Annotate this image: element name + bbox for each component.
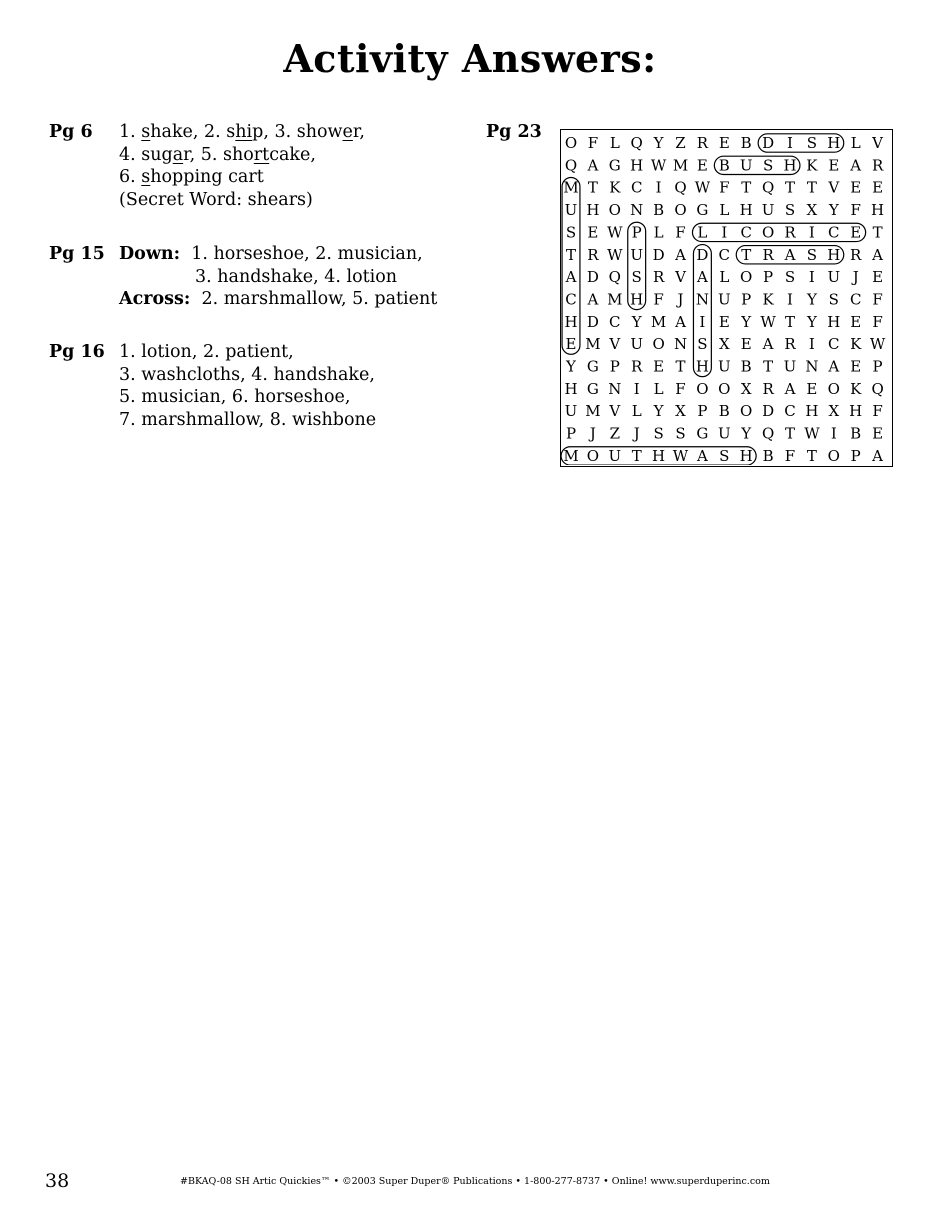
grid-letter: O (740, 402, 753, 421)
grid-letter: B (718, 402, 730, 421)
grid-letter: T (565, 245, 577, 264)
grid-letter: H (739, 201, 753, 220)
grid-letter: I (787, 290, 793, 309)
grid-letter: O (608, 201, 621, 220)
grid-letter: E (806, 379, 818, 398)
grid-letter: W (672, 446, 689, 465)
grid-letter: U (608, 446, 622, 465)
pg23-label: Pg 23 (486, 122, 542, 142)
grid-letter: J (677, 290, 684, 309)
grid-letter: D (696, 245, 709, 264)
grid-letter: R (631, 357, 643, 376)
grid-letter: F (587, 134, 599, 152)
grid-letter: F (850, 201, 861, 220)
grid-letter: A (784, 245, 796, 264)
grid-letter: X (740, 379, 752, 398)
grid-letter: P (565, 424, 577, 443)
grid-letter: E (872, 424, 884, 443)
grid-letter: Y (566, 357, 576, 376)
grid-letter: T (784, 178, 796, 197)
grid-letter: R (850, 245, 862, 264)
grid-letter: K (609, 178, 621, 197)
grid-letter: B (718, 156, 730, 175)
grid-letter: Y (631, 312, 642, 331)
grid-letter: N (630, 201, 644, 220)
grid-letter: M (650, 312, 667, 331)
grid-letter: T (763, 357, 774, 376)
grid-letter: A (587, 290, 599, 309)
pg15-across-label: Across: (119, 289, 191, 309)
grid-letter: M (607, 290, 623, 309)
grid-letter: F (675, 379, 686, 398)
grid-letter: T (675, 357, 686, 376)
grid-letter: Y (828, 201, 839, 220)
grid-letter: V (828, 178, 840, 197)
grid-letter: X (718, 335, 730, 354)
grid-letter: Z (675, 134, 686, 152)
grid-letter: N (695, 290, 709, 309)
grid-letter: H (652, 446, 666, 465)
grid-letter: G (608, 156, 621, 175)
grid-letter: M (585, 402, 601, 421)
grid-letter: C (849, 290, 862, 309)
grid-letter: H (827, 134, 841, 152)
grid-letter: I (830, 424, 837, 443)
pg6-line2: 4. sugar, 5. shortcake, (119, 144, 316, 165)
grid-letter: T (741, 178, 752, 197)
grid-letter: C (828, 223, 840, 242)
grid-letter: P (631, 223, 642, 242)
grid-letter: F (872, 290, 883, 309)
grid-letter: M (585, 335, 601, 354)
grid-letter: Q (608, 268, 621, 287)
grid-letter: Y (653, 134, 664, 152)
grid-letter: U (717, 290, 731, 309)
grid-letter: Y (806, 290, 817, 309)
grid-letter: T (587, 178, 598, 197)
grid-letter: W (650, 156, 667, 175)
grid-letter: M (563, 178, 579, 197)
grid-letter: L (850, 134, 861, 152)
grid-letter: M (563, 446, 579, 465)
pg16-label: Pg 16 (49, 342, 105, 362)
grid-letter: E (740, 335, 752, 354)
word-search-grid (560, 129, 893, 467)
word-search-svg (561, 130, 891, 465)
grid-letter: A (675, 312, 686, 331)
grid-letter: O (564, 134, 578, 152)
grid-letter: H (783, 156, 797, 175)
pg15-answers (119, 243, 437, 311)
grid-letter: D (586, 268, 599, 287)
grid-letter: S (675, 424, 686, 443)
grid-letter: V (609, 335, 621, 354)
grid-letter: B (762, 446, 774, 465)
grid-letter: H (871, 201, 885, 220)
grid-letter: Z (609, 424, 621, 443)
grid-letter: U (564, 402, 578, 421)
grid-letter: E (718, 134, 730, 152)
footer-credits: #BKAQ-08 SH Artic Quickies™ • ©2003 Super Duper® Publications • 1-800-277-8737 • Online! www.superduperinc.com (180, 1176, 770, 1187)
grid-letter: O (827, 379, 840, 398)
grid-letter: O (827, 446, 840, 465)
grid-letter: G (586, 379, 599, 398)
grid-letter: I (787, 134, 793, 152)
grid-letter: F (675, 223, 686, 242)
grid-letter: F (872, 402, 883, 421)
grid-letter: T (806, 178, 817, 197)
pg6-answers (119, 121, 365, 211)
grid-letter: E (696, 156, 708, 175)
grid-letter: B (740, 134, 752, 152)
grid-letter: K (850, 379, 862, 398)
grid-letter: F (719, 178, 730, 197)
pg16-line: 5. musician, 6. horseshoe, (119, 387, 351, 407)
grid-letter: O (674, 201, 687, 220)
grid-letter: I (808, 268, 815, 287)
grid-letter: E (872, 268, 884, 287)
grid-letter: L (697, 223, 708, 242)
pg6-line1: 1. shake, 2. ship, 3. shower, (119, 122, 365, 142)
grid-letter: C (565, 290, 577, 309)
grid-letter: P (697, 402, 708, 421)
grid-letter: A (565, 268, 577, 287)
grid-letter: S (631, 268, 642, 287)
grid-letter: U (564, 201, 578, 220)
grid-letter: N (673, 335, 688, 354)
grid-letter: J (589, 424, 596, 443)
grid-letter: O (740, 268, 753, 287)
grid-letter: V (675, 268, 686, 287)
grid-letter: R (784, 223, 796, 242)
grid-letter: Q (630, 134, 643, 152)
grid-letter: O (652, 335, 665, 354)
pg6-label: Pg 6 (49, 122, 93, 142)
grid-letter: C (740, 223, 752, 242)
grid-letter: T (631, 446, 642, 465)
grid-letter: X (806, 201, 818, 220)
grid-letter: C (630, 178, 643, 197)
grid-letter: G (696, 424, 709, 443)
grid-letter: H (630, 156, 644, 175)
grid-letter: L (631, 402, 642, 421)
grid-letter: E (850, 357, 862, 376)
answer-circle-licorice (692, 223, 865, 241)
grid-letter: V (609, 402, 621, 421)
grid-letter: N (805, 357, 819, 376)
pg16-line: 1. lotion, 2. patient, (119, 342, 294, 362)
grid-letter: E (718, 312, 730, 331)
grid-letter: H (695, 357, 709, 376)
grid-letter: T (872, 223, 883, 242)
grid-letter: U (761, 201, 775, 220)
grid-letter: X (828, 402, 840, 421)
grid-letter: Q (564, 156, 578, 175)
grid-letter: E (872, 178, 884, 197)
grid-letter: D (762, 402, 775, 421)
grid-letter: Y (741, 312, 752, 331)
grid-letter: U (630, 335, 644, 354)
grid-letter: F (653, 290, 664, 309)
grid-letter: A (762, 335, 774, 354)
grid-letter: G (696, 201, 709, 220)
grid-letter: W (869, 335, 886, 354)
grid-letter: Q (871, 379, 884, 398)
grid-letter: S (762, 156, 774, 175)
grid-letter: P (850, 446, 861, 465)
grid-letter: H (849, 402, 863, 421)
grid-letter: U (717, 357, 731, 376)
grid-letter: S (806, 134, 818, 152)
page-number: 38 (45, 1170, 70, 1192)
grid-letter: I (655, 178, 662, 197)
pg6-line3: 6. shopping cart (119, 167, 264, 187)
grid-letter: S (653, 424, 664, 443)
grid-letter: H (630, 290, 644, 309)
grid-letter: C (828, 335, 840, 354)
pg15-across-line: Across: 2. marshmallow, 5. patient (119, 289, 438, 309)
grid-letter: R (696, 134, 709, 152)
grid-letter: L (719, 201, 730, 220)
grid-letter: H (739, 446, 753, 465)
grid-letter: Y (653, 402, 664, 421)
pg6-line4: (Secret Word: shears) (119, 189, 313, 210)
grid-letter: U (630, 245, 644, 264)
grid-letter: A (784, 379, 796, 398)
pg15-down-line1: Down: 1. horseshoe, 2. musician, (119, 244, 423, 264)
grid-letter: T (741, 245, 752, 264)
grid-letter: P (741, 290, 752, 309)
grid-letter: W (607, 245, 623, 264)
grid-letter: V (872, 134, 884, 152)
grid-letter: I (808, 335, 815, 354)
grid-letter: I (808, 223, 815, 242)
grid-letter: Y (806, 312, 817, 331)
grid-letter: T (806, 446, 817, 465)
grid-letter: I (721, 223, 728, 242)
grid-letter: B (740, 357, 752, 376)
grid-letter: R (871, 156, 884, 175)
grid-letter: L (609, 134, 620, 152)
pg15-down-label: Down: (119, 244, 181, 264)
grid-letter: D (586, 312, 599, 331)
grid-letter: Q (674, 178, 687, 197)
page-title: Activity Answers: (283, 36, 657, 81)
grid-letter: K (850, 335, 862, 354)
pg16-line: 3. washcloths, 4. handshake, (119, 364, 375, 385)
grid-letter: K (762, 290, 774, 309)
grid-letter: A (850, 156, 862, 175)
grid-letter: W (694, 178, 711, 197)
grid-letter: P (872, 357, 883, 376)
grid-letter: B (653, 201, 665, 220)
grid-letter: K (806, 156, 818, 175)
grid-letter: D (762, 134, 775, 152)
grid-letter: A (675, 245, 686, 264)
grid-letter: U (739, 156, 753, 175)
grid-letter: G (586, 357, 599, 376)
grid-letter: E (565, 335, 577, 354)
grid-letter: F (872, 312, 883, 331)
grid-letter: S (784, 268, 796, 287)
grid-letter: S (719, 446, 730, 465)
grid-letter: W (760, 312, 776, 331)
grid-letter: O (586, 446, 600, 465)
grid-letter: O (696, 379, 709, 398)
grid-letter: H (564, 312, 578, 331)
grid-letter: T (784, 312, 796, 331)
grid-letter: H (805, 402, 819, 421)
grid-letter: S (806, 245, 818, 264)
grid-letter: R (762, 379, 774, 398)
grid-letter: E (850, 312, 862, 331)
grid-letter: Y (741, 424, 752, 443)
grid-letter: A (828, 357, 840, 376)
grid-letter: L (653, 379, 664, 398)
grid-letter: U (783, 357, 797, 376)
grid-letter: U (717, 424, 731, 443)
grid-letter: R (652, 268, 665, 287)
pg15-down-line2: 3. handshake, 4. lotion (195, 266, 398, 287)
grid-letter: I (699, 312, 706, 331)
grid-letter: J (852, 268, 859, 287)
grid-letter: L (653, 223, 664, 242)
pg16-line: 7. marshmallow, 8. wishbone (119, 409, 377, 430)
grid-letter: U (827, 268, 841, 287)
grid-letter: S (697, 335, 708, 354)
grid-letter: W (607, 223, 623, 242)
grid-letter: R (587, 245, 599, 264)
grid-letter: A (587, 156, 599, 175)
grid-letter: F (784, 446, 796, 465)
grid-letter: R (762, 245, 774, 264)
grid-letter: A (696, 446, 708, 465)
grid-letter: A (872, 245, 884, 264)
grid-letter: P (609, 357, 620, 376)
grid-letter: S (565, 223, 577, 242)
grid-letter: I (633, 379, 640, 398)
grid-letter: E (653, 357, 665, 376)
grid-letter: B (850, 424, 862, 443)
grid-letter: E (850, 178, 862, 197)
grid-letter: L (719, 268, 730, 287)
grid-letter: W (804, 424, 820, 443)
grid-letter: A (872, 446, 884, 465)
grid-letter: O (718, 379, 731, 398)
grid-letter: S (828, 290, 839, 309)
grid-letter: C (609, 312, 621, 331)
grid-letter: H (586, 201, 600, 220)
grid-letter: H (564, 379, 578, 398)
grid-letter: H (827, 245, 841, 264)
grid-letter: O (761, 223, 775, 242)
grid-letter: E (587, 223, 599, 242)
grid-letter: P (763, 268, 774, 287)
grid-letter: Q (761, 424, 775, 443)
grid-letter: C (718, 245, 731, 264)
grid-letter: D (652, 245, 665, 264)
grid-letter: S (784, 201, 796, 220)
grid-letter: X (675, 402, 686, 421)
grid-letter: E (850, 223, 862, 242)
pg16-answers (119, 341, 376, 431)
grid-letter: T (784, 424, 796, 443)
grid-letter: H (827, 312, 841, 331)
grid-letter: J (633, 424, 640, 443)
grid-letter: R (784, 335, 796, 354)
grid-letter: M (672, 156, 689, 175)
grid-letter: C (784, 402, 796, 421)
grid-letter: N (608, 379, 622, 398)
pg15-label: Pg 15 (49, 244, 105, 264)
grid-letter: A (696, 268, 708, 287)
grid-letter: Q (761, 178, 775, 197)
grid-letter: E (828, 156, 840, 175)
